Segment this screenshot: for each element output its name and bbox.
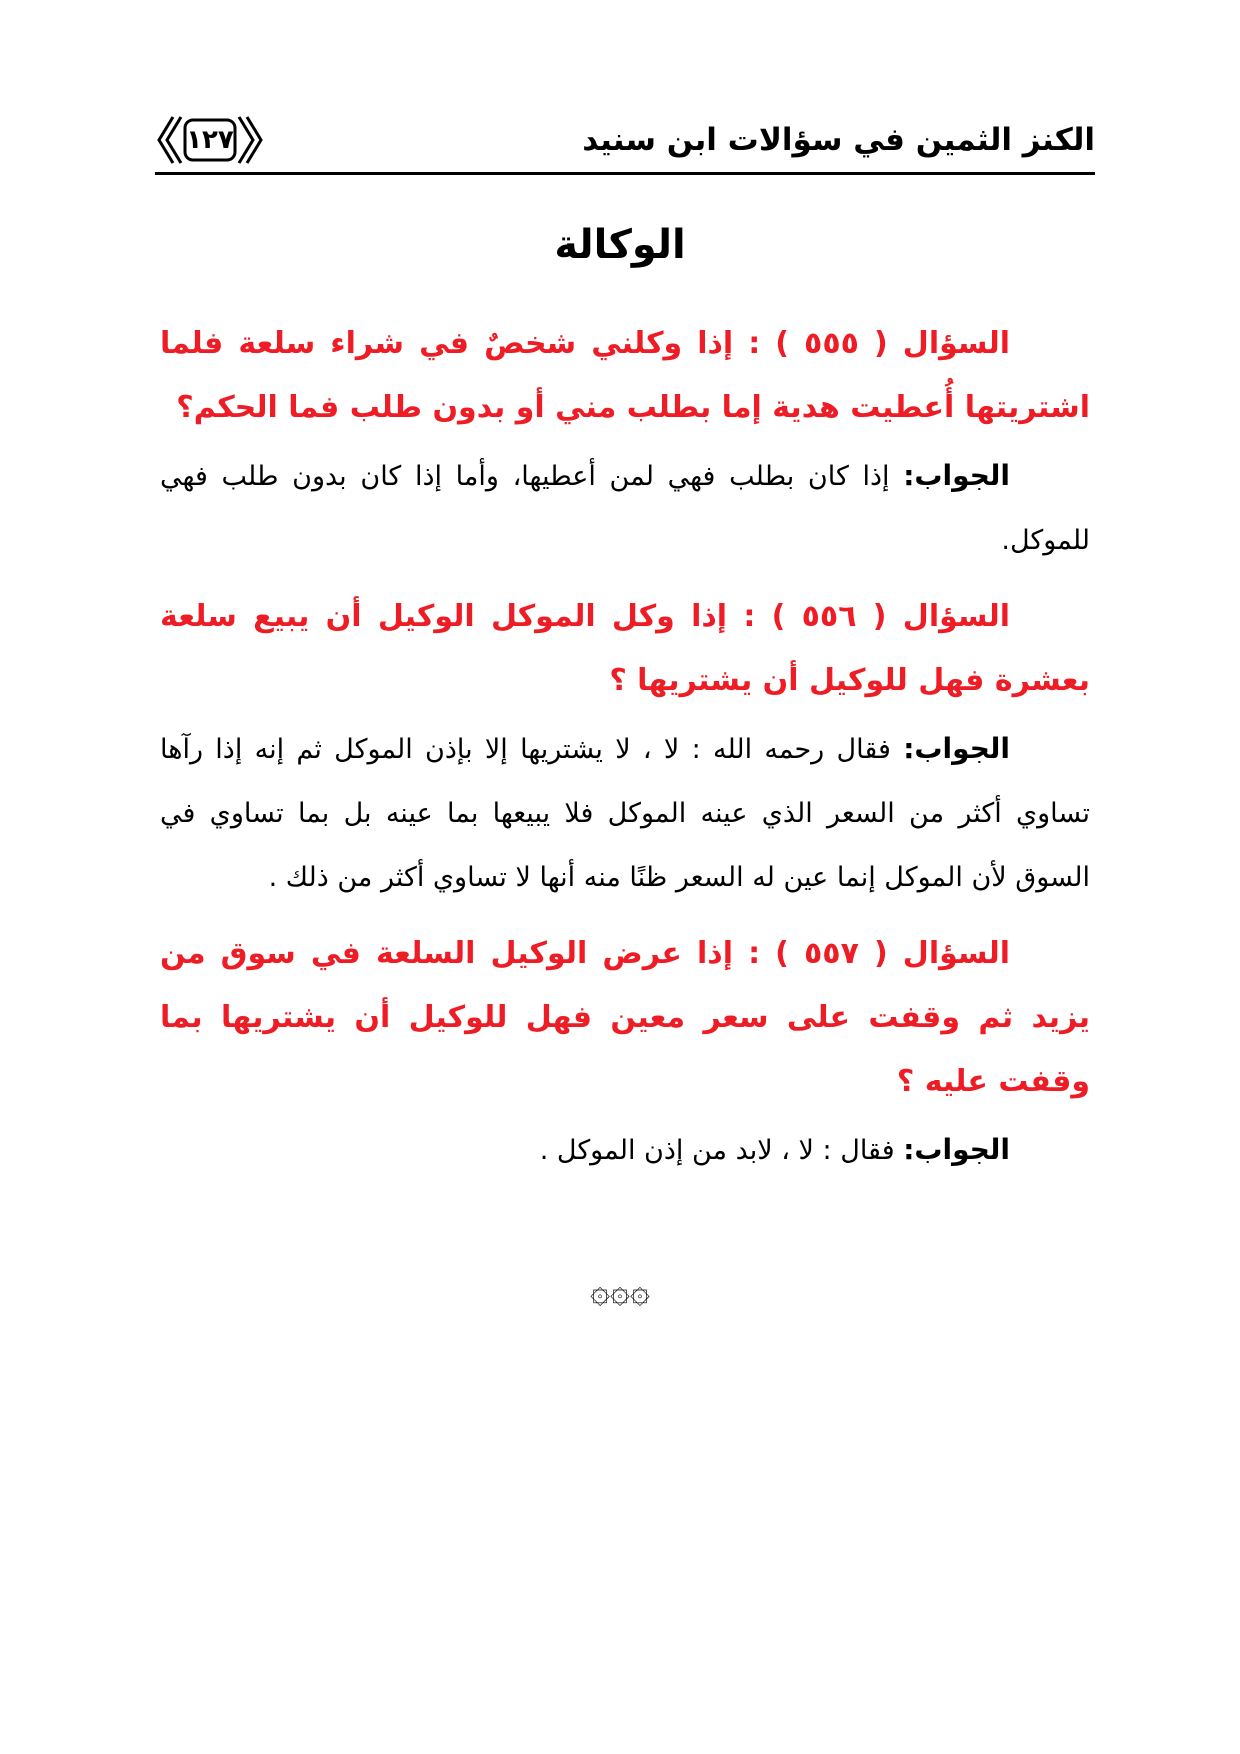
question-text: إذا وكلني شخصٌ في شراء سلعة فلما اشتريتها أُعطيت هدية إما بطلب مني أو بدون طلب فما الحكم؟ bbox=[160, 326, 1090, 425]
question-555 bbox=[160, 312, 1090, 440]
qa-content bbox=[160, 312, 1090, 1195]
chapter-title: الوكالة bbox=[554, 222, 686, 268]
answer-text: فقال : لا ، لابد من إذن الموكل . bbox=[539, 1135, 895, 1166]
answer-label: الجواب: bbox=[903, 459, 1010, 492]
question-text: إذا وكل الموكل الوكيل أن يبيع سلعة بعشرة فهل للوكيل أن يشتريها ؟ bbox=[160, 599, 1090, 698]
answer-556 bbox=[160, 717, 1090, 910]
question-label: السؤال ( ٥٥٦ ) : bbox=[743, 599, 1010, 634]
question-label: السؤال ( ٥٥٧ ) : bbox=[748, 936, 1010, 971]
answer-text: فقال رحمه الله : لا ، لا يشتريها إلا بإذن الموكل ثم إنه إذا رآها تساوي أكثر من السعر الذي عينه الموكل فلا يبيعها بما عينه بل بما تساوي في السوق لأن الموكل إنما عين له السعر ظنًا منه أنها لا تساوي أكثر من ذلك . bbox=[160, 734, 1090, 893]
question-557 bbox=[160, 922, 1090, 1114]
page-number: ١٢٧ bbox=[186, 125, 234, 155]
answer-text: إذا كان بطلب فهي لمن أعطيها، وأما إذا كان بدون طلب فهي للموكل. bbox=[160, 461, 1090, 556]
answer-label: الجواب: bbox=[903, 732, 1010, 765]
question-text: إذا عرض الوكيل السلعة في سوق من يزيد ثم وقفت على سعر معين فهل للوكيل أن يشتريها بما وقفت عليه ؟ bbox=[160, 936, 1090, 1099]
question-label: السؤال ( ٥٥٥ ) : bbox=[748, 326, 1010, 361]
question-556 bbox=[160, 585, 1090, 713]
page-number-frame bbox=[155, 114, 265, 166]
page-header bbox=[155, 100, 1095, 172]
running-title: الكنز الثمين في سؤالات ابن سنيد bbox=[582, 122, 1095, 158]
header-divider bbox=[155, 172, 1095, 175]
answer-557 bbox=[160, 1118, 1090, 1183]
answer-555 bbox=[160, 444, 1090, 573]
section-end-ornament: ۞۞۞ bbox=[590, 1271, 650, 1311]
answer-label: الجواب: bbox=[903, 1133, 1010, 1166]
